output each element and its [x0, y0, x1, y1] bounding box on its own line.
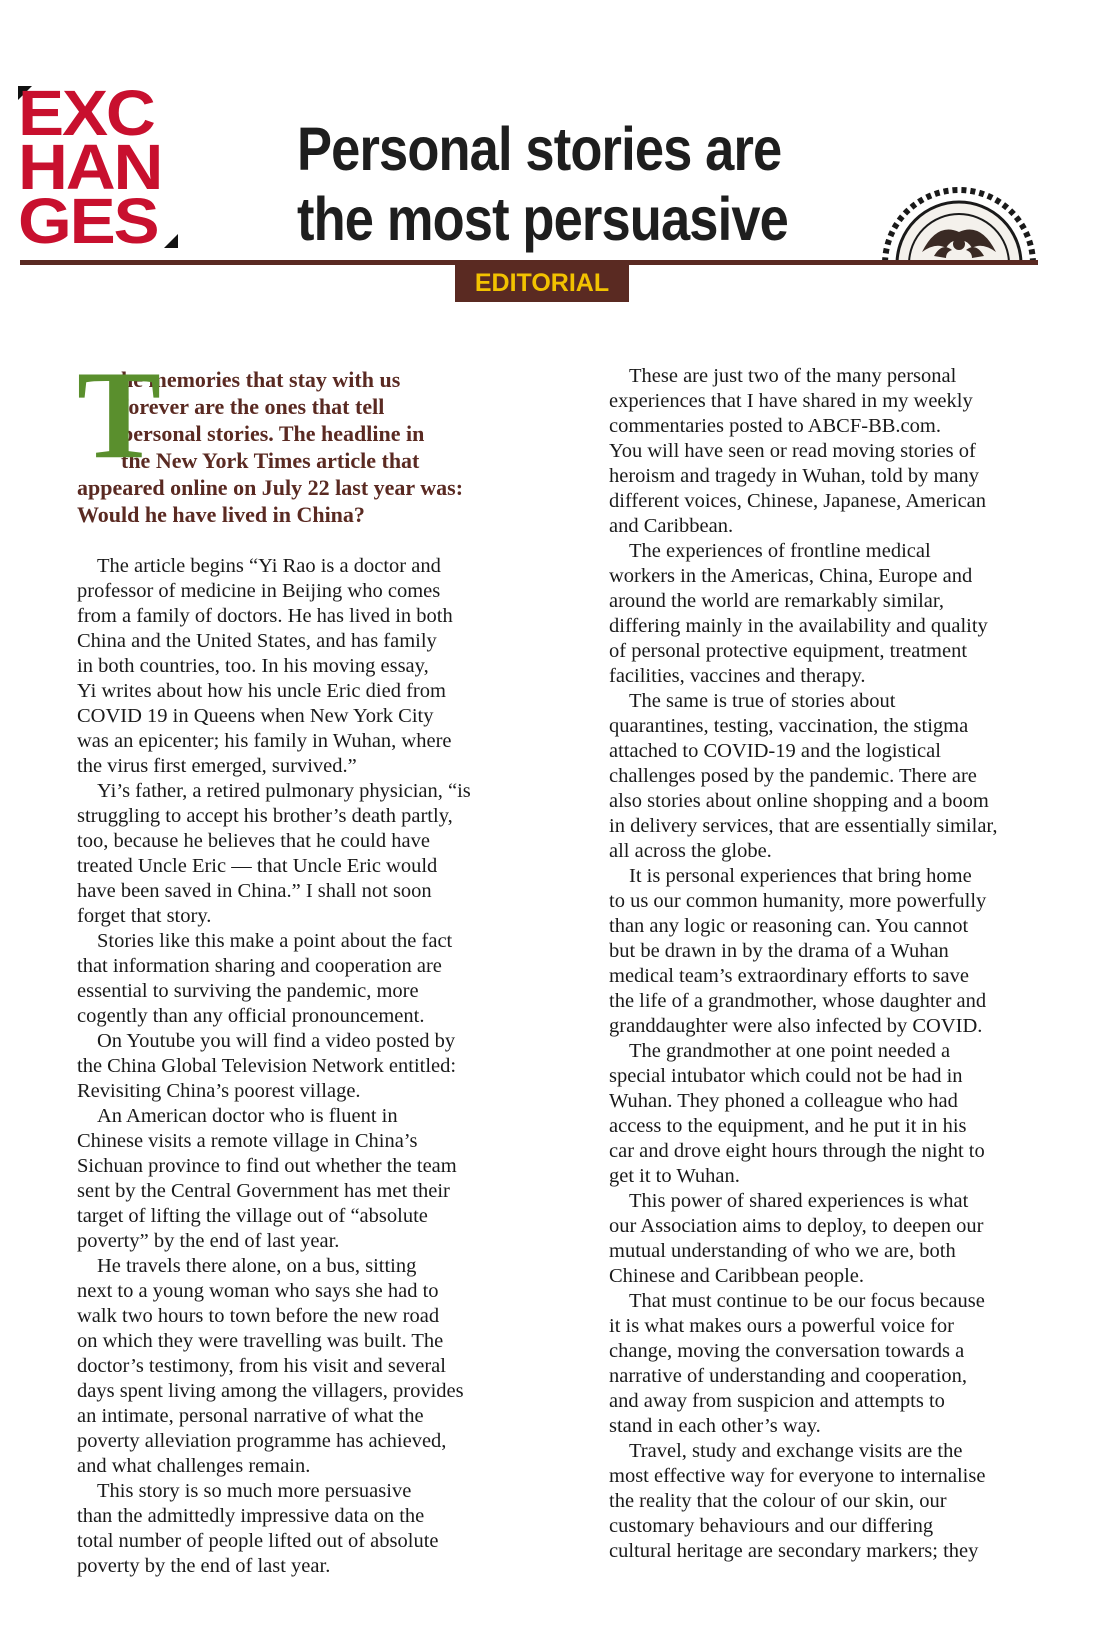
body-line: The article begins “Yi Rao is a doctor and	[97, 555, 441, 577]
body-line: of personal protective equipment, treatment	[609, 640, 968, 662]
logo-corner-mark	[164, 234, 178, 248]
body-line: total number of people lifted out of absolute	[77, 1530, 439, 1552]
body-line: differing mainly in the availability and quality	[609, 615, 988, 637]
body-line: access to the equipment, and he put it in his	[609, 1115, 967, 1137]
body-line: Revisiting China’s poorest village.	[77, 1080, 361, 1102]
logo-line: HAN	[18, 131, 162, 203]
body-line: from a family of doctors. He has lived in both	[77, 605, 453, 627]
lead-line: appeared online on July 22 last year was:	[77, 475, 464, 500]
body-line: Travel, study and exchange visits are the	[629, 1440, 963, 1462]
body-line: special intubator which could not be had in	[609, 1065, 963, 1087]
body-line: days spent living among the villagers, provides	[77, 1380, 464, 1402]
body-line: commentaries posted to ABCF-BB.com.	[609, 415, 941, 437]
body-line: essential to surviving the pandemic, more	[77, 980, 419, 1002]
lead-line: Would he have lived in China?	[77, 502, 365, 527]
body-line: mutual understanding of who we are, both	[609, 1240, 956, 1262]
body-line: Wuhan. They phoned a colleague who had	[609, 1090, 958, 1112]
body-line: get it to Wuhan.	[609, 1165, 740, 1187]
body-line: but be drawn in by the drama of a Wuhan	[609, 940, 949, 962]
body-line: also stories about online shopping and a boom	[609, 790, 989, 812]
body-line: This power of shared experiences is what	[629, 1190, 969, 1212]
body-line: than any logic or reasoning can. You cannot	[609, 915, 969, 937]
exchanges-logo	[18, 77, 180, 257]
right-column	[609, 364, 1049, 1564]
article-headline	[297, 114, 788, 254]
body-line: workers in the Americas, China, Europe and	[609, 565, 973, 587]
lead-line: personal stories. The headline in	[121, 421, 425, 446]
drop-cap: T	[77, 346, 162, 485]
body-line: These are just two of the many personal	[629, 365, 957, 387]
body-line: too, because he believes that he could have	[77, 830, 430, 852]
body-line: poverty” by the end of last year.	[77, 1230, 340, 1252]
body-line: heroism and tragedy in Wuhan, told by many	[609, 465, 980, 487]
body-line: to us our common humanity, more powerfully	[609, 890, 987, 912]
body-line: narrative of understanding and cooperation,	[609, 1365, 968, 1387]
body-line: the reality that the colour of our skin, our	[609, 1490, 947, 1512]
body-line: stand in each other’s way.	[609, 1415, 821, 1437]
body-line: customary behaviours and our differing	[609, 1515, 934, 1537]
body-line: The same is true of stories about	[629, 690, 896, 712]
body-line: in delivery services, that are essentially similar,	[609, 815, 998, 837]
body-line: doctor’s testimony, from his visit and several	[77, 1355, 446, 1377]
body-line: and Caribbean.	[609, 515, 734, 537]
body-line: cogently than any official pronouncement.	[77, 1005, 425, 1027]
body-line: and away from suspicion and attempts to	[609, 1390, 945, 1412]
body-line: medical team’s extraordinary efforts to save	[609, 965, 969, 987]
body-line: than the admittedly impressive data on the	[77, 1505, 425, 1527]
body-line: poverty alleviation programme has achieved,	[77, 1430, 447, 1452]
body-line: cultural heritage are secondary markers; they	[609, 1540, 979, 1562]
body-line: around the world are remarkably similar,	[609, 590, 945, 612]
body-line: the life of a grandmother, whose daughter and	[609, 990, 987, 1012]
body-line: all across the globe.	[609, 840, 772, 862]
body-line: our Association aims to deploy, to deepen our	[609, 1215, 984, 1237]
body-line: Yi’s father, a retired pulmonary physician, “is	[97, 780, 471, 802]
body-line: The experiences of frontline medical	[629, 540, 931, 562]
body-line: This story is so much more persuasive	[97, 1480, 412, 1502]
body-line: have been saved in China.” I shall not soon	[77, 880, 432, 902]
body-line: It is personal experiences that bring home	[629, 865, 972, 887]
body-line: change, moving the conversation towards a	[609, 1340, 965, 1362]
body-line: The grandmother at one point needed a	[629, 1040, 951, 1062]
body-line: that information sharing and cooperation are	[77, 955, 442, 977]
body-line: poverty by the end of last year.	[77, 1555, 331, 1577]
lead-paragraph	[77, 346, 517, 528]
body-line: walk two hours to town before the new road	[77, 1305, 440, 1327]
body-line: facilities, vaccines and therapy.	[609, 665, 866, 687]
ornament-icon	[882, 182, 1036, 262]
body-line: professor of medicine in Beijing who comes	[77, 580, 441, 602]
body-line: an intimate, personal narrative of what the	[77, 1405, 424, 1427]
lead-line: he memories that stay with us	[121, 367, 401, 392]
body-line: On Youtube you will find a video posted by	[97, 1030, 456, 1052]
body-line: attached to COVID-19 and the logistical	[609, 740, 941, 762]
body-line: most effective way for everyone to internalise	[609, 1465, 986, 1487]
logo-line: EXC	[18, 77, 154, 149]
body-line: challenges posed by the pandemic. There are	[609, 765, 977, 787]
body-line: granddaughter were also infected by COVID.	[609, 1015, 983, 1037]
body-line: You will have seen or read moving stories of	[609, 440, 976, 462]
body-line: forget that story.	[77, 905, 212, 927]
body-line: target of lifting the village out of “absolute	[77, 1205, 428, 1227]
body-line: experiences that I have shared in my weekly	[609, 390, 973, 412]
body-line: on which they were travelling was built. The	[77, 1330, 444, 1352]
body-line: Yi writes about how his uncle Eric died from	[77, 680, 446, 702]
body-line: sent by the Central Government has met their	[77, 1180, 450, 1202]
body-line: the China Global Television Network entitled:	[77, 1055, 457, 1077]
body-line: the virus first emerged, survived.”	[77, 755, 357, 777]
body-line: and what challenges remain.	[77, 1455, 311, 1477]
body-line: He travels there alone, on a bus, sitting	[97, 1255, 417, 1277]
body-line: COVID 19 in Queens when New York City	[77, 705, 434, 727]
body-line: struggling to accept his brother’s death partly,	[77, 805, 453, 827]
body-line: quarantines, testing, vaccination, the stigma	[609, 715, 969, 737]
body-line: That must continue to be our focus because	[629, 1290, 985, 1312]
left-column	[77, 554, 517, 1579]
body-line: treated Uncle Eric — that Uncle Eric would	[77, 855, 438, 877]
body-line: in both countries, too. In his moving essay,	[77, 655, 429, 677]
body-line: Stories like this make a point about the fact	[97, 930, 453, 952]
body-line: next to a young woman who says she had to	[77, 1280, 439, 1302]
body-line: An American doctor who is fluent in	[97, 1105, 398, 1127]
headline-line: Personal stories are	[297, 115, 782, 183]
logo-line: GES	[18, 185, 158, 257]
body-line: it is what makes ours a powerful voice for	[609, 1315, 954, 1337]
headline-line: the most persuasive	[297, 185, 788, 253]
body-line: China and the United States, and has family	[77, 630, 437, 652]
body-line: different voices, Chinese, Japanese, American	[609, 490, 987, 512]
body-line: Chinese and Caribbean people.	[609, 1265, 865, 1287]
body-line: Chinese visits a remote village in China’s	[77, 1130, 418, 1152]
lead-line: forever are the ones that tell	[121, 394, 385, 419]
body-line: was an epicenter; his family in Wuhan, where	[77, 730, 452, 752]
body-line: Sichuan province to find out whether the team	[77, 1155, 457, 1177]
lead-line: the New York Times article that	[121, 448, 420, 473]
body-line: car and drove eight hours through the night to	[609, 1140, 985, 1162]
section-tag: EDITORIAL	[455, 265, 629, 302]
